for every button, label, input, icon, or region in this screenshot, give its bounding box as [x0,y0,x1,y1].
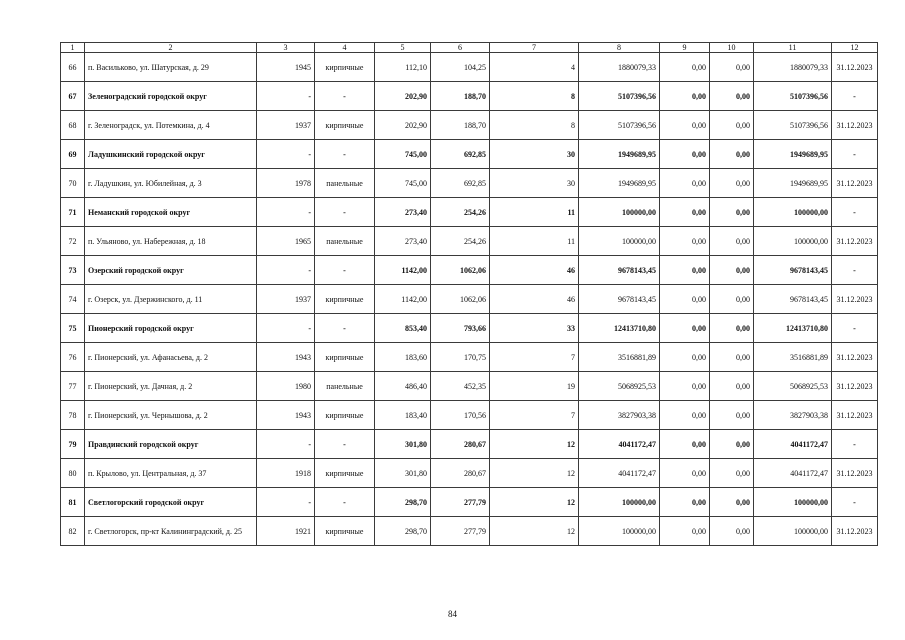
table-cell: 1880079,33 [579,53,660,82]
table-cell: 12 [490,517,579,546]
table-cell: 5068925,53 [579,372,660,401]
table-cell: 1949689,95 [579,169,660,198]
table-cell: 12 [490,488,579,517]
table-cell: - [257,430,315,459]
column-header-4: 4 [315,43,375,53]
column-header-12: 12 [832,43,878,53]
table-cell: 31.12.2023 [832,343,878,372]
table-cell: 7 [490,343,579,372]
table-cell: г. Ладушкин, ул. Юбилейная, д. 3 [85,169,257,198]
table-cell: - [315,256,375,285]
table-cell: 0,00 [710,430,754,459]
table-cell: 0,00 [660,140,710,169]
table-cell: 1965 [257,227,315,256]
table-cell: 3516881,89 [754,343,832,372]
table-cell: 301,80 [375,430,431,459]
table-row [61,169,878,198]
table-cell: 33 [490,314,579,343]
table-cell: - [257,256,315,285]
table-cell: 8 [490,82,579,111]
table-cell: 452,35 [431,372,490,401]
table-cell: 67 [61,82,85,111]
column-header-3: 3 [257,43,315,53]
table-cell: панельные [315,227,375,256]
table-cell: г. Озерск, ул. Дзержинского, д. 11 [85,285,257,314]
table-cell: 1921 [257,517,315,546]
table-cell: 72 [61,227,85,256]
table-cell: 277,79 [431,488,490,517]
table-cell: 11 [490,227,579,256]
table-cell: 202,90 [375,82,431,111]
table-cell: 280,67 [431,459,490,488]
table-cell: кирпичные [315,459,375,488]
table-cell: 0,00 [710,343,754,372]
table-cell: 100000,00 [579,227,660,256]
table-cell: 100000,00 [579,488,660,517]
table-cell: 0,00 [710,401,754,430]
table-cell: 0,00 [710,140,754,169]
table-cell: 853,40 [375,314,431,343]
table-cell: 5107396,56 [754,111,832,140]
table-cell: 745,00 [375,169,431,198]
table-cell: 1943 [257,343,315,372]
table-cell: 69 [61,140,85,169]
table-cell: 31.12.2023 [832,459,878,488]
table-cell: 0,00 [660,169,710,198]
table-cell: 0,00 [710,314,754,343]
table-cell: 793,66 [431,314,490,343]
table-cell: 0,00 [710,53,754,82]
table-cell: 100000,00 [754,517,832,546]
table-cell: 100000,00 [579,198,660,227]
table-cell: 112,10 [375,53,431,82]
table-cell: 254,26 [431,227,490,256]
table-cell: 0,00 [710,111,754,140]
table-cell: г. Светлогорск, пр-кт Калининградский, д. 25 [85,517,257,546]
table-cell: 76 [61,343,85,372]
table-cell: 71 [61,198,85,227]
table-cell: 9678143,45 [579,256,660,285]
table-cell: 692,85 [431,140,490,169]
table-cell: 12413710,80 [579,314,660,343]
table-row-district [61,256,878,285]
table-cell: - [257,198,315,227]
table-cell: 81 [61,488,85,517]
table-cell: 46 [490,256,579,285]
table-cell: 31.12.2023 [832,169,878,198]
table-cell: - [257,140,315,169]
table-cell: 5107396,56 [579,111,660,140]
table-cell: 273,40 [375,198,431,227]
table-cell: - [832,82,878,111]
table-cell: 1937 [257,111,315,140]
table-cell: 3827903,38 [579,401,660,430]
table-cell: панельные [315,372,375,401]
table-cell: кирпичные [315,285,375,314]
register-table [60,42,878,546]
table-cell: 0,00 [660,343,710,372]
page-number: 84 [448,609,457,619]
table-cell: г. Зеленоградск, ул. Потемкина, д. 4 [85,111,257,140]
table-cell: 31.12.2023 [832,372,878,401]
table-cell: 12 [490,459,579,488]
table-cell: 104,25 [431,53,490,82]
table-cell: Ладушкинский городской округ [85,140,257,169]
table-cell: - [315,82,375,111]
table-cell: 78 [61,401,85,430]
table-cell: 183,40 [375,401,431,430]
table-cell: 0,00 [660,372,710,401]
table-row-district [61,198,878,227]
table-cell: г. Пионерский, ул. Афанасьева, д. 2 [85,343,257,372]
table-cell: кирпичные [315,53,375,82]
table-cell: 66 [61,53,85,82]
table-cell: 79 [61,430,85,459]
table-cell: 8 [490,111,579,140]
table-cell: Правдинский городской округ [85,430,257,459]
table-cell: 30 [490,140,579,169]
table-cell: 277,79 [431,517,490,546]
column-header-6: 6 [431,43,490,53]
table-cell: 100000,00 [754,198,832,227]
table-cell: 77 [61,372,85,401]
header-row [61,43,878,53]
table-cell: 0,00 [660,256,710,285]
table-cell: 0,00 [660,517,710,546]
table-cell: - [832,256,878,285]
table-cell: - [257,314,315,343]
table-cell: 254,26 [431,198,490,227]
table-row [61,285,878,314]
table-cell: 74 [61,285,85,314]
table-cell: 298,70 [375,517,431,546]
table-cell: 170,75 [431,343,490,372]
table-cell: 0,00 [660,111,710,140]
column-header-5: 5 [375,43,431,53]
table-cell: 1142,00 [375,256,431,285]
table-cell: 1978 [257,169,315,198]
table-cell: 5107396,56 [579,82,660,111]
table-cell: панельные [315,169,375,198]
table-cell: - [832,430,878,459]
table-cell: 80 [61,459,85,488]
table-cell: Озерский городской округ [85,256,257,285]
table-cell: 0,00 [710,285,754,314]
table-cell: 31.12.2023 [832,111,878,140]
table-cell: кирпичные [315,343,375,372]
table-row [61,401,878,430]
table-cell: 0,00 [660,82,710,111]
table-cell: 19 [490,372,579,401]
table-cell: 82 [61,517,85,546]
table-cell: 1945 [257,53,315,82]
table-cell: - [315,430,375,459]
table-cell: 4 [490,53,579,82]
table-cell: 11 [490,198,579,227]
table-cell: 12 [490,430,579,459]
table-cell: 70 [61,169,85,198]
column-header-8: 8 [579,43,660,53]
column-header-10: 10 [710,43,754,53]
table-row-district [61,82,878,111]
column-header-2: 2 [85,43,257,53]
table-row [61,343,878,372]
table-cell: 31.12.2023 [832,227,878,256]
table-cell: 9678143,45 [754,256,832,285]
table-cell: 0,00 [660,488,710,517]
table-cell: 1880079,33 [754,53,832,82]
table-cell: 75 [61,314,85,343]
table-cell: 0,00 [710,517,754,546]
column-header-9: 9 [660,43,710,53]
table-cell: - [832,198,878,227]
table-cell: - [257,82,315,111]
table-cell: - [832,314,878,343]
table-body [61,43,878,546]
table-cell: 301,80 [375,459,431,488]
table-cell: п. Васильково, ул. Шатурская, д. 29 [85,53,257,82]
table-cell: 0,00 [710,82,754,111]
table-cell: 3516881,89 [579,343,660,372]
table-cell: 0,00 [710,372,754,401]
table-cell: 0,00 [660,401,710,430]
table-cell: 745,00 [375,140,431,169]
table-cell: - [315,198,375,227]
table-cell: 0,00 [710,169,754,198]
table-cell: 486,40 [375,372,431,401]
table-cell: 1937 [257,285,315,314]
table-cell: 1142,00 [375,285,431,314]
table-cell: 280,67 [431,430,490,459]
table-cell: 0,00 [710,227,754,256]
table-cell: 0,00 [660,285,710,314]
table-cell: 0,00 [660,227,710,256]
table-cell: 0,00 [660,459,710,488]
table-cell: - [832,140,878,169]
table-cell: 1949689,95 [754,140,832,169]
table-cell: 31.12.2023 [832,401,878,430]
column-header-1: 1 [61,43,85,53]
table-cell: 12413710,80 [754,314,832,343]
table-cell: 7 [490,401,579,430]
table-cell: 202,90 [375,111,431,140]
table-cell: Неманский городской округ [85,198,257,227]
table-cell: 100000,00 [579,517,660,546]
table-cell: - [315,488,375,517]
table-cell: 0,00 [710,459,754,488]
table-cell: 1949689,95 [579,140,660,169]
table-cell: кирпичные [315,111,375,140]
table-row [61,111,878,140]
table-cell: Пионерский городской округ [85,314,257,343]
column-header-11: 11 [754,43,832,53]
table-cell: - [315,140,375,169]
table-cell: 31.12.2023 [832,517,878,546]
table-cell: 0,00 [710,256,754,285]
table-cell: 73 [61,256,85,285]
table-cell: 31.12.2023 [832,53,878,82]
table-row [61,53,878,82]
table-cell: 1980 [257,372,315,401]
table-cell: 5068925,53 [754,372,832,401]
table-cell: 188,70 [431,82,490,111]
table-cell: 1062,06 [431,285,490,314]
table-cell: 0,00 [710,198,754,227]
table-cell: 3827903,38 [754,401,832,430]
table-cell: кирпичные [315,401,375,430]
table-cell: 183,60 [375,343,431,372]
table-cell: 68 [61,111,85,140]
table-cell: 1062,06 [431,256,490,285]
table-cell: 0,00 [660,53,710,82]
table-cell: п. Крылово, ул. Центральная, д. 37 [85,459,257,488]
table-cell: 188,70 [431,111,490,140]
table-cell: Светлогорский городской округ [85,488,257,517]
table-cell: г. Пионерский, ул. Чернышова, д. 2 [85,401,257,430]
table-row [61,227,878,256]
table-row-district [61,488,878,517]
table-cell: 4041172,47 [754,430,832,459]
table-cell: 0,00 [660,314,710,343]
table-row [61,517,878,546]
table-cell: - [832,488,878,517]
table-cell: 100000,00 [754,488,832,517]
table-cell: 298,70 [375,488,431,517]
table-cell: 170,56 [431,401,490,430]
table-cell: 46 [490,285,579,314]
table-cell: 4041172,47 [579,430,660,459]
table-cell: 9678143,45 [579,285,660,314]
table-cell: - [257,488,315,517]
table-cell: Зеленоградский городской округ [85,82,257,111]
table-row [61,372,878,401]
table-cell: 0,00 [660,198,710,227]
table-cell: 31.12.2023 [832,285,878,314]
table-cell: 9678143,45 [754,285,832,314]
table-cell: 1918 [257,459,315,488]
table-cell: 30 [490,169,579,198]
table-cell: 273,40 [375,227,431,256]
table-cell: 0,00 [660,430,710,459]
table-cell: п. Ульяново, ул. Набережная, д. 18 [85,227,257,256]
table-row-district [61,430,878,459]
column-header-7: 7 [490,43,579,53]
table-cell: 100000,00 [754,227,832,256]
table-cell: 4041172,47 [579,459,660,488]
table-cell: 1943 [257,401,315,430]
table-cell: 1949689,95 [754,169,832,198]
table-cell: 5107396,56 [754,82,832,111]
table-row-district [61,140,878,169]
table-cell: 692,85 [431,169,490,198]
table-row-district [61,314,878,343]
table-cell: 0,00 [710,488,754,517]
table-row [61,459,878,488]
table-cell: кирпичные [315,517,375,546]
table-cell: 4041172,47 [754,459,832,488]
table-cell: г. Пионерский, ул. Дачная, д. 2 [85,372,257,401]
table-cell: - [315,314,375,343]
